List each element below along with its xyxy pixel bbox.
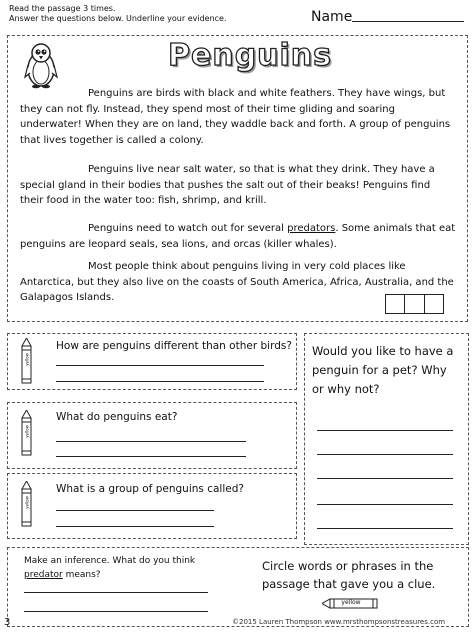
read-count-box[interactable] (425, 295, 443, 313)
answer-line[interactable] (56, 456, 246, 457)
question-2-text: What do penguins eat? (56, 411, 178, 423)
answer-line[interactable] (317, 454, 453, 455)
pet-question-text: Would you like to have a penguin for a pet? Why or why not? (312, 344, 454, 396)
answer-line[interactable] (317, 478, 453, 479)
read-count-box[interactable] (386, 295, 405, 313)
answer-line[interactable] (56, 381, 264, 382)
name-line[interactable] (352, 21, 464, 22)
crayon-label: yellow (341, 599, 361, 606)
paragraph-3 (20, 221, 456, 252)
read-count-box[interactable] (405, 295, 424, 313)
inference-prompt-line-2 (24, 568, 195, 582)
question-1-text: How are penguins different than other birds? (56, 340, 292, 352)
inference-word: predator (24, 570, 63, 580)
instruction-answer: Answer the questions below. Underline your evidence. (9, 14, 227, 23)
crayon-label: yellow (24, 353, 30, 366)
paragraph-3-rest: eat penguins are leopard seals, sea lions, and orcas (killer whales). (20, 223, 456, 250)
question-3-text: What is a group of penguins called? (56, 483, 244, 495)
answer-line[interactable] (56, 441, 246, 442)
answer-line[interactable] (56, 510, 214, 511)
name-label: Name (311, 9, 353, 25)
paragraph-1-rest: they can not fly. Instead, they spend most of their time gliding and soaring underwater! When they are on land, they waddle back and forth. A group of penguins that lives together is called a colony. (20, 103, 451, 146)
vocab-word-predators: predators (287, 223, 336, 234)
inference-prompt-after: means? (62, 570, 101, 580)
paragraph-1 (20, 86, 456, 148)
answer-line[interactable] (317, 430, 453, 431)
answer-line[interactable] (317, 504, 453, 505)
answer-line[interactable] (317, 528, 453, 529)
copyright: ©2015 Lauren Thompson www.mrsthompsonstreasures.com (232, 618, 446, 626)
answer-line[interactable] (24, 592, 208, 593)
answer-line[interactable] (24, 611, 208, 612)
page-number: 3 (4, 617, 11, 628)
instruction-read: Read the passage 3 times. (9, 4, 116, 13)
answer-line[interactable] (56, 365, 264, 366)
read-count-boxes[interactable] (385, 294, 444, 314)
inference-prompt (24, 554, 195, 582)
paragraph-1-first-line: Penguins are birds with black and white feathers. They have wings, but (88, 88, 446, 99)
penguin-icon (24, 41, 58, 89)
paragraph-2-first-line: Penguins live near salt water, so that is what they drink. They have a (88, 164, 435, 175)
paragraph-2 (20, 162, 456, 209)
crayon-label: yellow (24, 496, 30, 509)
paragraph-2-rest: special gland in their bodies that pushes the salt out of their beaks! Penguins find their food in the water too: fish, shrimp, and krill. (20, 179, 431, 206)
answer-line[interactable] (56, 526, 214, 527)
paragraph-3-first-line-post: . Some animals that (335, 223, 436, 234)
paragraph-3-first-line-pre: Penguins need to watch out for several (88, 223, 288, 234)
crayon-label: yellow (24, 425, 30, 438)
paragraph-4-rest: Antarctica, but they also live on the coasts of South America, Africa, Australia, and the Galapagos Islands. (20, 276, 454, 303)
clue-instruction: Circle words or phrases in the passage that gave you a clue. (262, 559, 436, 591)
passage-title: Penguins (168, 38, 333, 73)
inference-prompt-line-1: Make an inference. What do you think (24, 556, 196, 566)
paragraph-4-first-line: Most people think about penguins living in very cold places like (88, 261, 406, 272)
